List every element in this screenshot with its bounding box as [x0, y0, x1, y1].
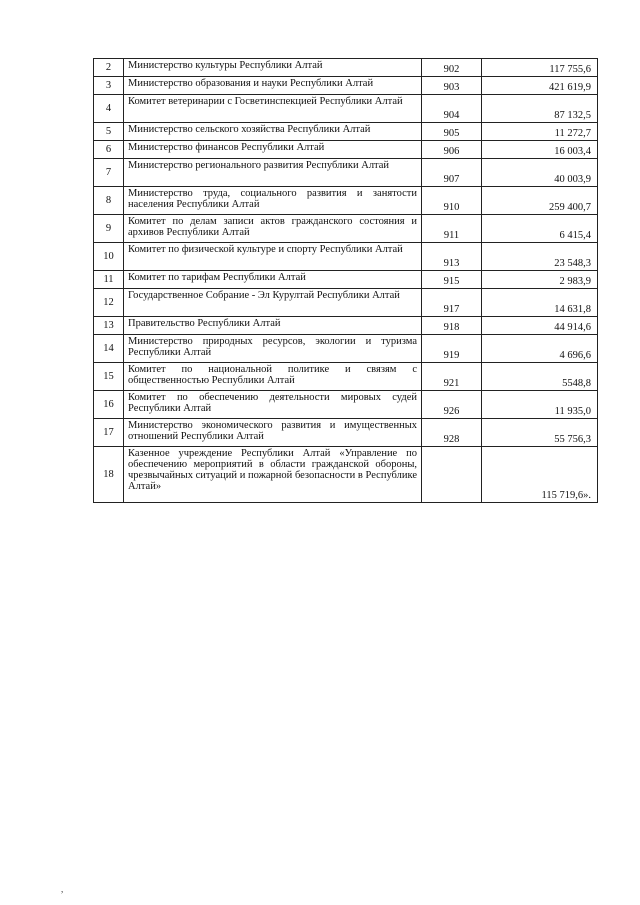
department-code: 918	[422, 317, 482, 335]
department-name: Комитет по обеспечению деятельности мировых судей Республики Алтай	[124, 391, 422, 419]
department-name: Министерство экономического развития и имущественных отношений Республики Алтай	[124, 419, 422, 447]
department-name: Министерство труда, социального развития и занятости населения Республики Алтай	[124, 187, 422, 215]
table-row	[94, 363, 598, 391]
department-name: Министерство финансов Республики Алтай	[124, 141, 422, 159]
department-code	[422, 447, 482, 503]
table-row	[94, 59, 598, 77]
table-row	[94, 271, 598, 289]
page-mark: ,	[61, 884, 64, 894]
department-name: Комитет по тарифам Республики Алтай	[124, 271, 422, 289]
row-number: 15	[94, 363, 124, 391]
table-row	[94, 77, 598, 95]
row-number: 14	[94, 335, 124, 363]
row-number: 5	[94, 123, 124, 141]
amount: 11 272,7	[482, 123, 598, 141]
row-number: 3	[94, 77, 124, 95]
department-code: 904	[422, 95, 482, 123]
department-name: Комитет по делам записи актов гражданского состояния и архивов Республики Алтай	[124, 215, 422, 243]
department-code: 903	[422, 77, 482, 95]
table-row	[94, 317, 598, 335]
amount: 11 935,0	[482, 391, 598, 419]
amount: 55 756,3	[482, 419, 598, 447]
department-code: 913	[422, 243, 482, 271]
amount: 87 132,5	[482, 95, 598, 123]
department-name: Комитет ветеринарии с Госветинспекцией Республики Алтай	[124, 95, 422, 123]
amount: 2 983,9	[482, 271, 598, 289]
amount: 40 003,9	[482, 159, 598, 187]
department-code: 911	[422, 215, 482, 243]
table-row	[94, 419, 598, 447]
table-row	[94, 95, 598, 123]
amount: 117 755,6	[482, 59, 598, 77]
department-name: Правительство Республики Алтай	[124, 317, 422, 335]
amount: 5548,8	[482, 363, 598, 391]
table-row	[94, 447, 598, 503]
amount: 421 619,9	[482, 77, 598, 95]
row-number: 8	[94, 187, 124, 215]
table-row	[94, 215, 598, 243]
department-code: 910	[422, 187, 482, 215]
row-number: 13	[94, 317, 124, 335]
row-number: 9	[94, 215, 124, 243]
amount: 6 415,4	[482, 215, 598, 243]
department-name: Комитет по физической культуре и спорту Республики Алтай	[124, 243, 422, 271]
table-row	[94, 289, 598, 317]
department-name: Министерство сельского хозяйства Республики Алтай	[124, 123, 422, 141]
department-code: 926	[422, 391, 482, 419]
department-code: 902	[422, 59, 482, 77]
table-row	[94, 335, 598, 363]
department-name: Комитет по национальной политике и связям с общественностью Республики Алтай	[124, 363, 422, 391]
department-code: 919	[422, 335, 482, 363]
amount: 115 719,6».	[482, 447, 598, 503]
row-number: 17	[94, 419, 124, 447]
row-number: 12	[94, 289, 124, 317]
department-name: Министерство природных ресурсов, экологии и туризма Республики Алтай	[124, 335, 422, 363]
row-number: 16	[94, 391, 124, 419]
row-number: 18	[94, 447, 124, 503]
department-name: Министерство образования и науки Республики Алтай	[124, 77, 422, 95]
table-row	[94, 243, 598, 271]
amount: 44 914,6	[482, 317, 598, 335]
department-code: 921	[422, 363, 482, 391]
amount: 4 696,6	[482, 335, 598, 363]
department-code: 917	[422, 289, 482, 317]
department-code: 906	[422, 141, 482, 159]
amount: 23 548,3	[482, 243, 598, 271]
department-code: 928	[422, 419, 482, 447]
table-row	[94, 391, 598, 419]
amount: 14 631,8	[482, 289, 598, 317]
row-number: 11	[94, 271, 124, 289]
row-number: 6	[94, 141, 124, 159]
row-number: 4	[94, 95, 124, 123]
department-code: 907	[422, 159, 482, 187]
table-row	[94, 141, 598, 159]
table-row	[94, 159, 598, 187]
amount: 16 003,4	[482, 141, 598, 159]
row-number: 7	[94, 159, 124, 187]
department-name: Казенное учреждение Республики Алтай «Управление по обеспечению мероприятий в области гражданской обороны, чрезвычайных ситуаций и пожарной безопасности в Республике Алтай»	[124, 447, 422, 503]
row-number: 10	[94, 243, 124, 271]
department-name: Государственное Собрание - Эл Курултай Республики Алтай	[124, 289, 422, 317]
amount: 259 400,7	[482, 187, 598, 215]
row-number: 2	[94, 59, 124, 77]
table-row	[94, 123, 598, 141]
table-row	[94, 187, 598, 215]
department-name: Министерство культуры Республики Алтай	[124, 59, 422, 77]
department-code: 915	[422, 271, 482, 289]
department-code: 905	[422, 123, 482, 141]
budget-table	[93, 58, 598, 503]
department-name: Министерство регионального развития Республики Алтай	[124, 159, 422, 187]
